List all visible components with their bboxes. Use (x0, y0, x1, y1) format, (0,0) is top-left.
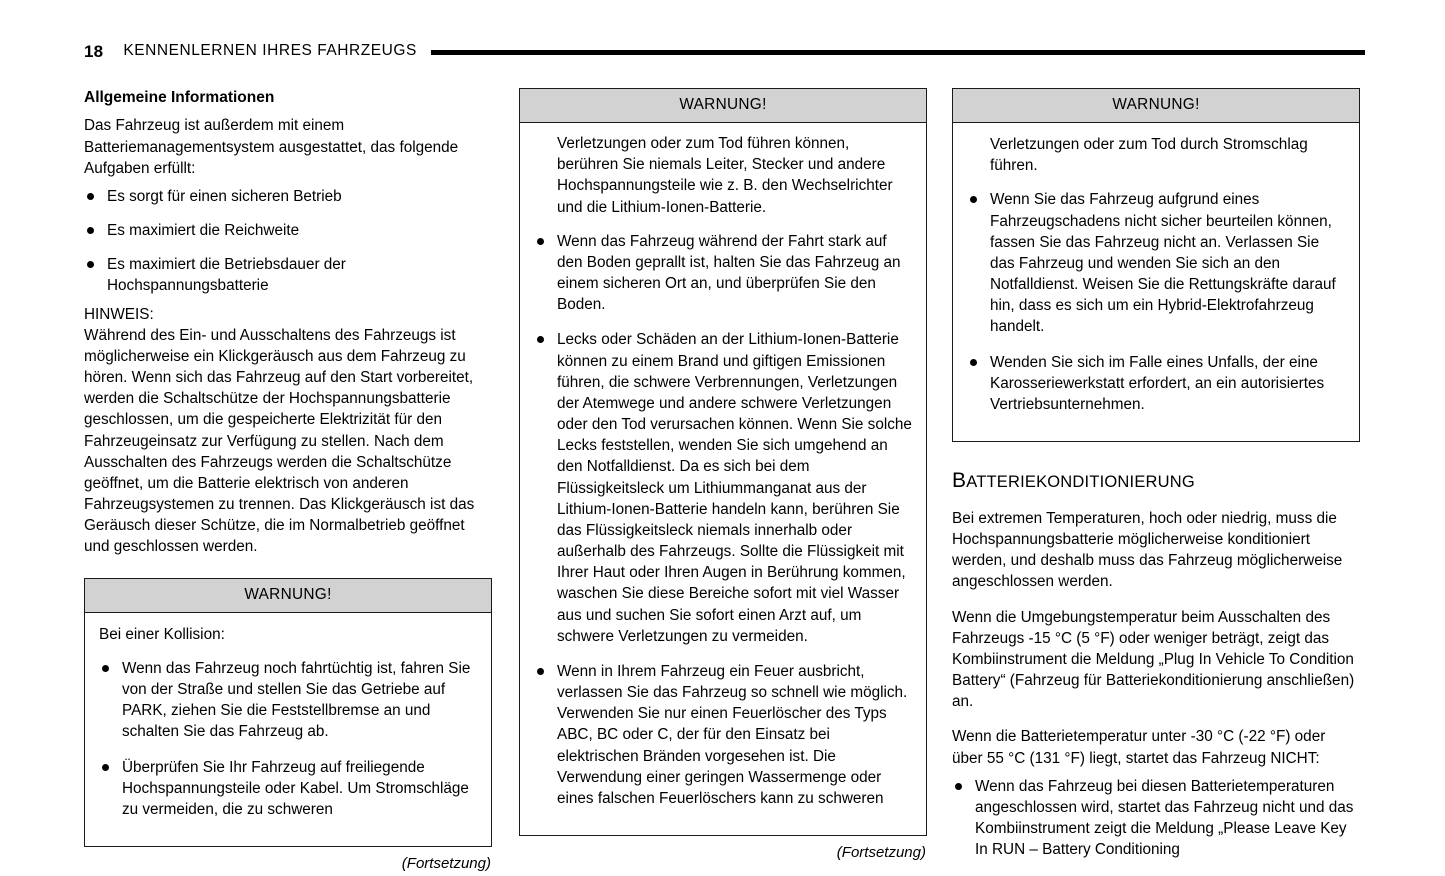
warning-box-continued-3 (952, 88, 1360, 442)
list-item: Es sorgt für einen sicheren Betrieb (84, 186, 492, 207)
warning-lead-text: Bei einer Kollision: (99, 625, 225, 643)
warning-box-collision (84, 578, 492, 847)
list-item: Überprüfen Sie Ihr Fahrzeug auf freiliegende Hochspannungsteile oder Kabel. Um Stromschläge zu vermeiden, die zu schweren (99, 757, 477, 821)
warning-continued-text: Verletzungen oder zum Tod durch Stromschlag führen. (990, 136, 1308, 175)
warning-box-heading: WARNUNG! (85, 579, 491, 613)
warning-box-heading: WARNUNG! (520, 89, 926, 123)
paragraph: Bei extremen Temperaturen, hoch oder niedrig, muss die Hochspannungsbatterie möglicherweise konditioniert werden, und deshalb muss das Fahrzeug möglicherweise angeschlossen werden. (952, 509, 1343, 591)
warning-continued-text: Verletzungen oder zum Tod führen können, berühren Sie niemals Leiter, Stecker und andere Hochspannungsteile wie z. B. den Wechselrichter und die Lithium-Ionen-Batterie. (557, 135, 893, 216)
battery-temp-bullet-list (952, 776, 1360, 861)
page-running-header (84, 38, 1365, 64)
warning-box-heading: WARNUNG! (953, 89, 1359, 123)
list-item: Es maximiert die Reichweite (84, 220, 492, 241)
warning-box-body (520, 123, 926, 835)
section-title-initial: B (952, 469, 967, 493)
list-item: Wenden Sie sich im Falle eines Unfalls, der eine Karosseriewerkstatt erfordert, an ein autorisiertes Vertriebsunternehmen. (967, 352, 1345, 416)
list-item: Wenn das Fahrzeug während der Fahrt stark auf den Boden geprallt ist, halten Sie das Fahrzeug an einem sicheren Ort an, und überprüfen Sie den Boden. (534, 231, 912, 316)
column-2 (519, 88, 927, 861)
section-title-batteriekonditionierung (952, 468, 1360, 494)
list-item: Wenn das Fahrzeug bei diesen Batterietemperaturen angeschlossen wird, startet das Fahrzeug nicht und das Kombiinstrument zeigt die Meldung „Please Leave Key In RUN – Battery Conditioning (952, 776, 1360, 861)
continuation-label: (Fortsetzung) (836, 844, 926, 862)
warning-box-body (85, 613, 491, 846)
section-title-remainder: ATTERIEKONDITIONIERUNG (966, 473, 1195, 492)
warning-bullet-list (967, 189, 1345, 415)
list-item: Wenn Sie das Fahrzeug aufgrund eines Fahrzeugschadens nicht sicher beurteilen können, fassen Sie das Fahrzeug nicht an. Verlassen Sie das Fahrzeug und wenden Sie sich an den Notfalldienst. Weisen Sie die Rettungskräfte darauf hin, dass es sich um ein Hybrid-Elektrofahrzeug handelt. (967, 189, 1345, 337)
page-title: KENNENLERNEN IHRES FAHRZEUGS (123, 42, 417, 60)
note-label: HINWEIS: (84, 305, 154, 323)
warning-bullet-list (534, 231, 912, 809)
list-item: Wenn in Ihrem Fahrzeug ein Feuer ausbricht, verlassen Sie das Fahrzeug so schnell wie möglich. Verwenden Sie nur einen Feuerlöscher des Typs ABC, BC oder C, der für den Einsatz bei elektrischen Bränden vorgesehen ist. Die Verwendung einer geringen Wassermenge oder eines falschen Feuerlöschers kann zu schweren (534, 661, 912, 809)
column-1 (84, 88, 492, 872)
column-3 (952, 88, 1360, 860)
feature-bullet-list (84, 186, 492, 297)
paragraph: Wenn die Umgebungstemperatur beim Ausschalten des Fahrzeugs -15 °C (5 °F) oder weniger beträgt, zeigt das Kombiinstrument die Meldung „Plug In Vehicle To Condition Battery“ (Fahrzeug für Batteriekonditionierung anschließen) an. (952, 608, 1355, 711)
continuation-label: (Fortsetzung) (401, 855, 491, 873)
note-paragraph: Während des Ein- und Ausschaltens des Fahrzeugs ist möglicherweise ein Klickgeräusch aus dem Fahrzeug zu hören. Wenn sich das Fahrzeug auf den Start vorbereitet, werden die Schaltschütze der Hochspannungsbatterie geschlossen, um die gespeicherte Elektrizität für den Fahrzeugeinsatz zur Verfügung zu stellen. Nach dem Ausschalten des Fahrzeugs werden die Schaltschütze geöffnet, um die Batterie elektrisch von anderen Fahrzeugsystemen zu trennen. Das Klickgeräusch ist das Geräusch dieser Schütze, die im Normalbetrieb geöffnet und geschlossen werden. (84, 326, 475, 556)
header-rule (431, 50, 1365, 55)
section-title-allgemeine-informationen: Allgemeine Informationen (84, 89, 275, 106)
list-item: Es maximiert die Betriebsdauer der Hochspannungsbatterie (84, 254, 492, 296)
list-item: Wenn das Fahrzeug noch fahrtüchtig ist, fahren Sie von der Straße und stellen Sie das Getriebe auf PARK, ziehen Sie die Feststellbremse an und schalten Sie das Fahrzeug ab. (99, 658, 477, 743)
warning-box-continued-2 (519, 88, 927, 836)
paragraph: Wenn die Batterietemperatur unter -30 °C (-22 °F) oder über 55 °C (131 °F) liegt, startet das Fahrzeug NICHT: (952, 728, 1326, 767)
warning-box-body (953, 123, 1359, 441)
warning-bullet-list (99, 658, 477, 820)
list-item: Lecks oder Schäden an der Lithium-Ionen-Batterie können zu einem Brand und giftigen Emissionen führen, die schwere Verbrennungen, Verletzungen der Atemwege und andere schwere Verletzungen oder den Tod verursachen können. Wenn Sie solche Lecks feststellen, wenden Sie sich umgehend an den Notfalldienst. Da es sich bei dem Flüssigkeitsleck um Lithiummanganat aus der Lithium-Ionen-Batterie handeln kann, berühren Sie das Flüssigkeitsleck niemals innerhalb oder außerhalb des Fahrzeugs. Sollte die Flüssigkeit mit Ihrer Haut oder Ihren Augen in Berührung kommen, waschen Sie diese Bereiche sofort mit viel Wasser aus und suchen Sie sofort einen Arzt auf, um schwere Verletzungen zu vermeiden. (534, 329, 912, 647)
page-number: 18 (84, 41, 104, 61)
intro-paragraph: Das Fahrzeug ist außerdem mit einem Batteriemanagementsystem ausgestattet, das folgende Aufgaben erfüllt: (84, 117, 459, 177)
